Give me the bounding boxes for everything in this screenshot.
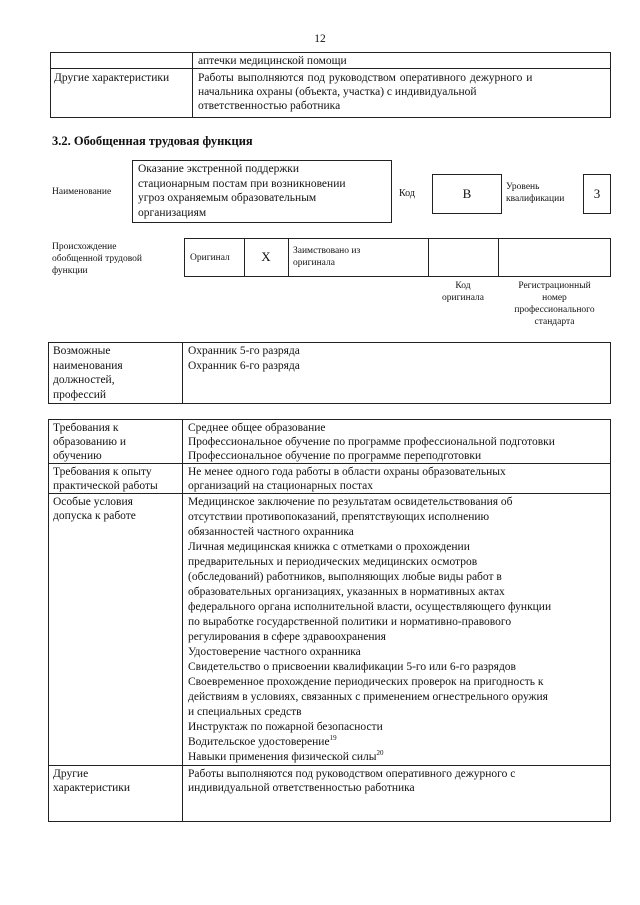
top-table-divider [50, 68, 611, 69]
license-text: Водительское удостоверение [188, 736, 330, 748]
text-line: действиям в условиях, связанных с применением огнестрельного оружия [188, 691, 548, 703]
text-line: стандарта [534, 317, 575, 327]
text-line: допуска к работе [53, 510, 136, 522]
text-line: функции [52, 266, 88, 276]
text-line: оригинала [442, 293, 484, 303]
text-line: характеристики [53, 782, 131, 794]
text-line: федерального органа исполнительной власти, осуществляющего функции [188, 601, 552, 613]
text-line: Профессиональное обучение по программе переподготовки [188, 450, 482, 462]
original-label: Оригинал [190, 253, 230, 263]
text-line: образовательных организациях, указанных в нормативных актах [188, 586, 505, 598]
page-number: 12 [314, 33, 326, 45]
requirements-row-divider [48, 493, 611, 494]
text-line: профессионального [514, 305, 595, 315]
text-line: регулирования в сфере здравоохранения [188, 631, 386, 643]
experience-value [188, 465, 506, 493]
registration-caption [498, 280, 611, 328]
top-table-row2-text [198, 71, 608, 113]
text-line: Другие [53, 768, 89, 780]
text-line: начальника охраны (объекта, участка) с индивидуальной [198, 86, 477, 98]
positions-frame [48, 342, 611, 404]
text-line: номер [542, 293, 567, 303]
original-mark: X [261, 249, 271, 264]
force-text: Навыки применения физической силы [188, 751, 377, 763]
education-label [53, 421, 126, 463]
text-line: Своевременное прохождение периодических проверок на пригодность к [188, 676, 544, 688]
section-heading: 3.2. Обобщенная трудовая функция [52, 134, 253, 148]
text-line: Оказание экстренной поддержки [138, 163, 300, 175]
text-line: организациям [138, 206, 207, 219]
top-table-row1-text: аптечки медицинской помощи [198, 55, 347, 67]
text-line: Заимствовано из [293, 246, 361, 256]
text-line: Требования к [53, 422, 119, 434]
borrowed-label [293, 245, 360, 269]
code-label: Код [399, 188, 415, 199]
text-line: индивидуальной ответственностью работника [188, 782, 415, 794]
text-line: квалификации [506, 194, 565, 204]
text-line: должностей, [53, 374, 115, 386]
text-line: Свидетельство о присвоении квалификации 5-го или 6-го разрядов [188, 661, 516, 673]
positions-values [188, 344, 300, 373]
other-characteristics-label [53, 767, 130, 795]
top-table-column-divider [192, 52, 193, 118]
text-line: Возможные [53, 345, 111, 357]
text-line: и специальных средств [188, 706, 302, 718]
text-line: ответственностью работника [198, 100, 341, 112]
text-line: Медицинское заключение по результатам освидетельствования об [188, 496, 513, 508]
name-text [138, 162, 346, 220]
text-line: обобщенной трудовой [52, 254, 142, 264]
text-line: Код [455, 281, 471, 291]
name-label: Наименование [52, 187, 112, 197]
text-line: профессий [53, 388, 107, 401]
origin-divider [498, 238, 499, 277]
text-line: предварительных и периодических медицинских осмотров [188, 556, 478, 568]
text-line: практической работы [53, 480, 158, 492]
requirements-row-divider [48, 463, 611, 464]
text-line: образованию и [53, 436, 126, 448]
text-line: по выработке государственной политики и нормативно-правового [188, 616, 512, 628]
code-value: B [462, 186, 472, 201]
text-line: Работы выполняются под руководством оперативного дежурного и [198, 72, 533, 84]
positions-divider [182, 342, 183, 404]
education-value [188, 421, 555, 463]
text-line: (обследований) работников, выполняющих любые виды работ в [188, 571, 502, 583]
special-conditions-value [188, 495, 551, 765]
experience-label [53, 465, 158, 493]
text-line: Инструктаж по пожарной безопасности [188, 721, 383, 733]
text-line: Требования к опыту [53, 466, 152, 478]
level-label [506, 181, 564, 205]
special-conditions-label [53, 495, 136, 523]
other-characteristics-value [188, 767, 515, 795]
origin-label [52, 241, 142, 277]
text-line: Удостоверение частного охранника [188, 646, 361, 658]
origin-divider [428, 238, 429, 277]
footnote-20: 20 [376, 749, 384, 758]
position-item: Охранник 6-го разряда [188, 359, 300, 372]
text-line: Личная медицинская книжка с отметками о прохождении [188, 541, 470, 553]
text-line: угроз охраняемым образовательным [138, 192, 317, 204]
license-line [188, 735, 551, 750]
text-line: Уровень [506, 182, 540, 192]
footnote-19: 19 [329, 734, 337, 743]
text-line: Среднее общее образование [188, 422, 326, 434]
text-line: отсутствии противопоказаний, препятствующих исполнению [188, 511, 490, 523]
origin-divider [288, 238, 289, 277]
text-line: Профессиональное обучение по программе профессиональной подготовки [188, 436, 555, 448]
text-line: наименования [53, 359, 123, 372]
code-original-caption [428, 280, 498, 304]
top-table-row2-label: Другие характеристики [54, 72, 170, 84]
text-line: Работы выполняются под руководством оперативного дежурного с [188, 768, 516, 780]
text-line: стационарным постам при возникновении [138, 177, 346, 190]
text-line: Не менее одного года работы в области охраны образовательных [188, 466, 506, 478]
text-line: обучению [53, 450, 102, 462]
requirements-divider [182, 419, 183, 822]
level-value: 3 [593, 186, 601, 201]
force-line [188, 750, 551, 765]
text-line: Происхождение [52, 242, 117, 252]
positions-label [53, 344, 123, 402]
requirements-row-divider [48, 765, 611, 766]
text-line: Регистрационный [518, 281, 591, 291]
text-line: обязанностей частного охранника [188, 526, 354, 538]
position-item: Охранник 5-го разряда [188, 345, 300, 357]
text-line: организаций на стационарных постах [188, 480, 374, 492]
text-line: оригинала [293, 258, 335, 268]
text-line: Особые условия [53, 496, 133, 508]
